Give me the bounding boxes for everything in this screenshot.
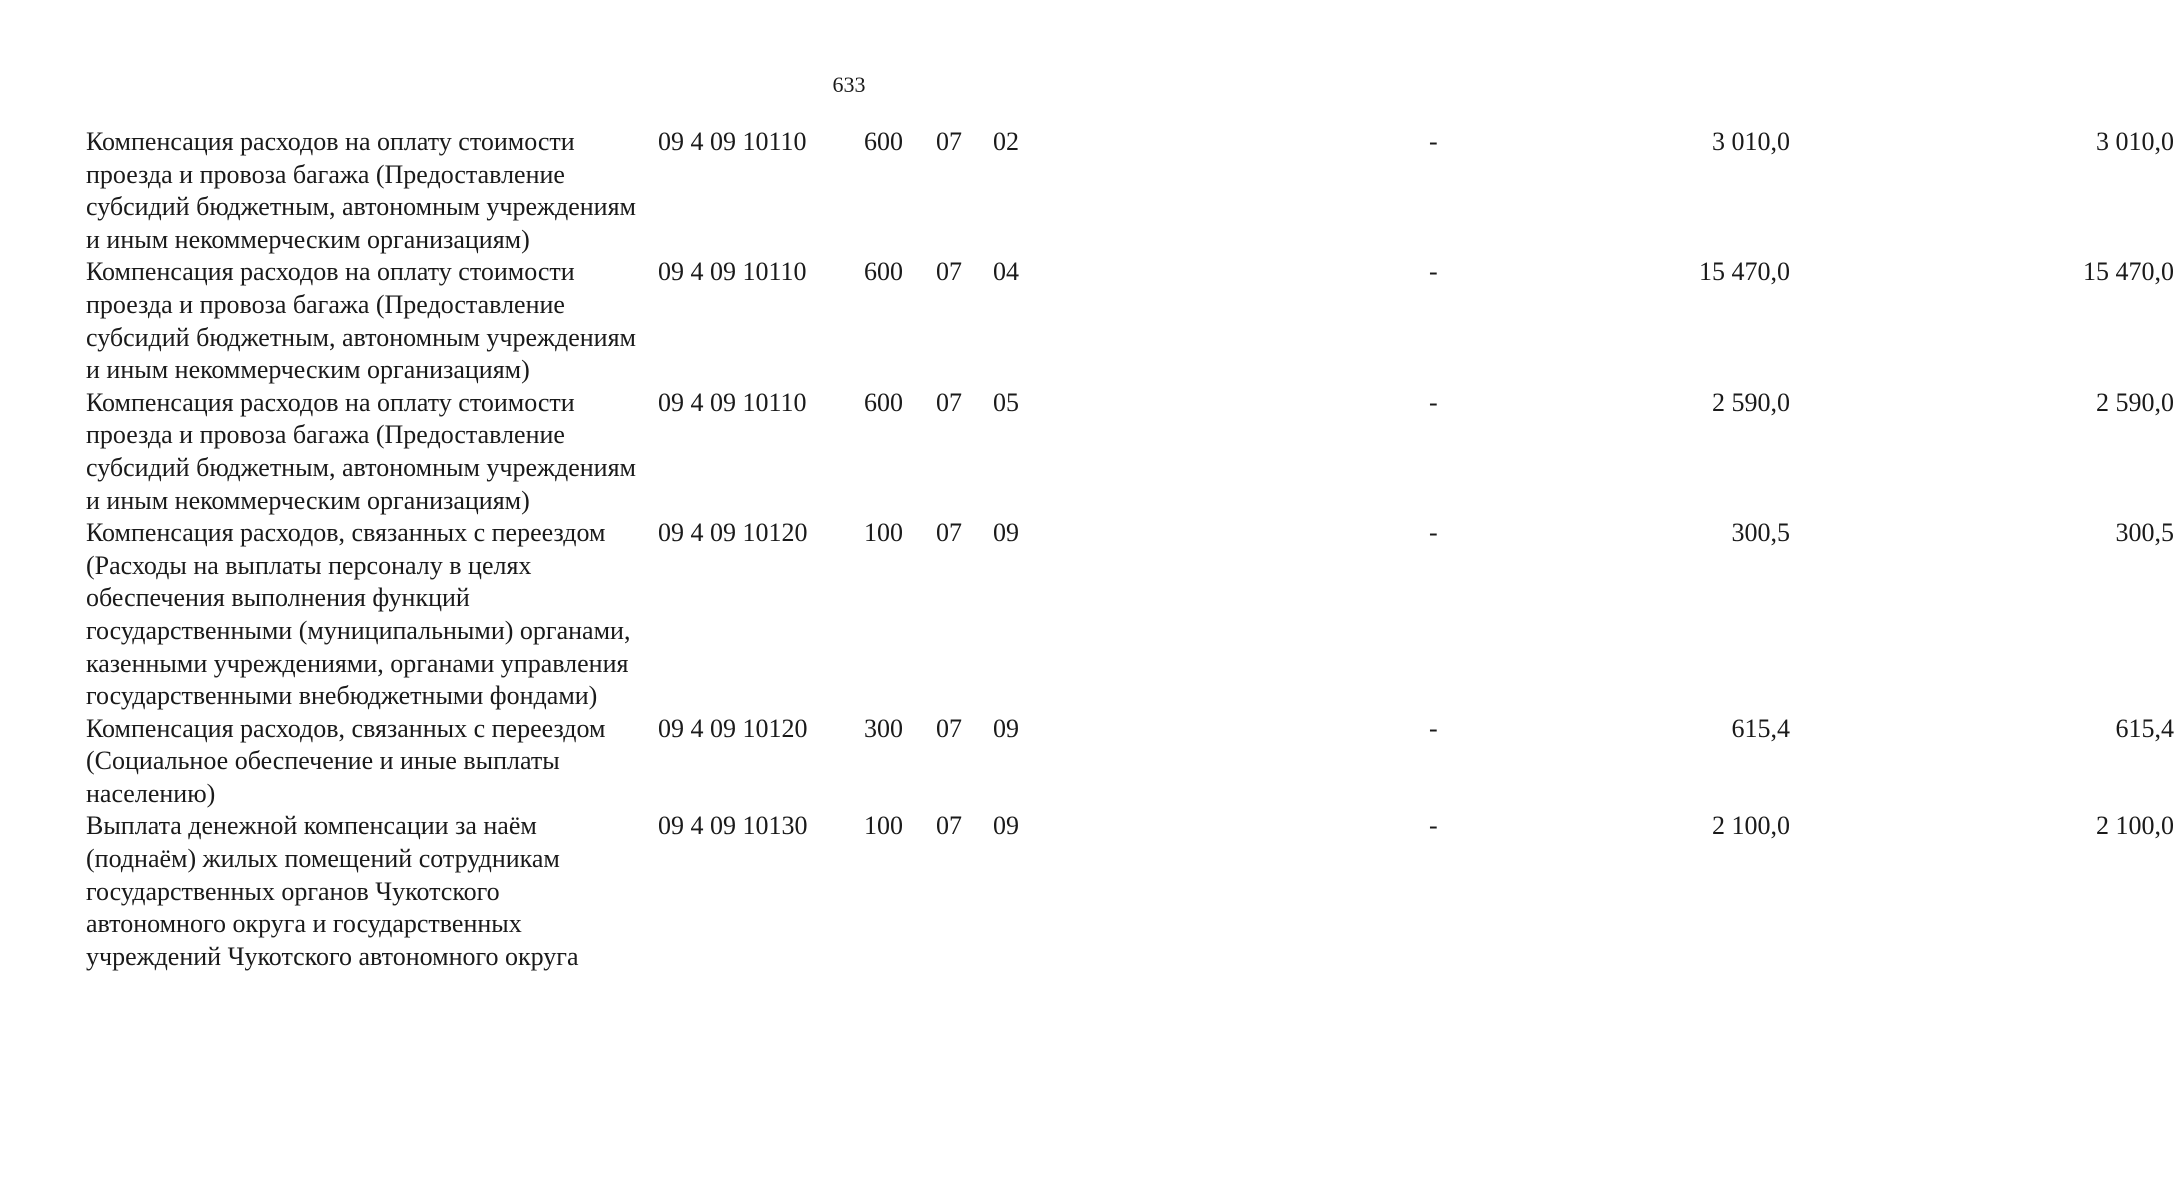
approved-amount: 2 100,0 — [1712, 811, 1790, 841]
section-code: 07 — [936, 713, 962, 743]
approved-amount: 300,5 — [1731, 518, 1790, 548]
expense-name: Компенсация расходов на оплату стоимости проезда и провоза багажа (Предоставление субсидий бюджетным, автономным учреждениям и иным некоммерческим организациям) — [86, 127, 636, 254]
total-amount: 15 470,0 — [2083, 257, 2174, 287]
target-article-code: 09 4 09 10130 — [658, 811, 808, 841]
change-amount: - — [1429, 713, 1438, 743]
section-code: 07 — [936, 257, 962, 287]
approved-amount: 3 010,0 — [1712, 127, 1790, 156]
target-article-code: 09 4 09 10110 — [658, 127, 807, 156]
table-row — [86, 517, 2174, 713]
table-row — [86, 256, 2174, 386]
approved-amount: 615,4 — [1731, 713, 1790, 743]
target-article-code: 09 4 09 10120 — [658, 518, 808, 548]
expense-type-code: 600 — [864, 127, 903, 156]
total-amount: 615,4 — [2115, 713, 2174, 743]
expense-name: Компенсация расходов, связанных с переездом (Социальное обеспечение и иные выплаты населению) — [86, 713, 606, 808]
budget-table — [86, 126, 2174, 973]
target-article-code: 09 4 09 10120 — [658, 713, 808, 743]
total-amount: 300,5 — [2115, 518, 2174, 548]
expense-type-code: 300 — [864, 713, 903, 743]
table-row — [86, 713, 2174, 811]
total-amount: 3 010,0 — [2096, 127, 2174, 156]
change-amount: - — [1429, 127, 1438, 156]
subsection-code: 02 — [993, 127, 1019, 156]
total-amount: 2 590,0 — [2096, 387, 2174, 417]
table-row — [86, 387, 2174, 517]
subsection-code: 04 — [993, 257, 1019, 287]
change-amount: - — [1429, 257, 1438, 287]
section-code: 07 — [936, 127, 962, 156]
subsection-code: 05 — [993, 387, 1019, 417]
target-article-code: 09 4 09 10110 — [658, 387, 807, 417]
expense-type-code: 600 — [864, 257, 903, 287]
expense-name: Компенсация расходов, связанных с переездом (Расходы на выплаты персоналу в целях обеспечения выполнения функций государственными (муниципальными) органами, казенными учреждениями, органами управления государственными внебюджетными фондами) — [86, 518, 631, 711]
expense-type-code: 100 — [864, 811, 903, 841]
section-code: 07 — [936, 518, 962, 548]
expense-type-code: 600 — [864, 387, 903, 417]
change-amount: - — [1429, 811, 1438, 841]
section-code: 07 — [936, 387, 962, 417]
total-amount: 2 100,0 — [2096, 811, 2174, 841]
approved-amount: 15 470,0 — [1699, 257, 1790, 287]
page-number: 633 — [832, 72, 866, 97]
target-article-code: 09 4 09 10110 — [658, 257, 807, 287]
expense-type-code: 100 — [864, 518, 903, 548]
table-row — [86, 810, 2174, 973]
expense-name: Выплата денежной компенсации за наём (поднаём) жилых помещений сотрудникам государственных органов Чукотского автономного округа и государственных учреждений Чукотского автономного округа — [86, 811, 579, 971]
expense-name: Компенсация расходов на оплату стоимости проезда и провоза багажа (Предоставление субсидий бюджетным, автономным учреждениям и иным некоммерческим организациям) — [86, 257, 636, 385]
change-amount: - — [1429, 387, 1438, 417]
expense-name: Компенсация расходов на оплату стоимости проезда и провоза багажа (Предоставление субсидий бюджетным, автономным учреждениям и иным некоммерческим организациям) — [86, 387, 636, 515]
subsection-code: 09 — [993, 713, 1019, 743]
change-amount: - — [1429, 518, 1438, 548]
subsection-code: 09 — [993, 811, 1019, 841]
section-code: 07 — [936, 811, 962, 841]
table-row — [86, 126, 2174, 256]
subsection-code: 09 — [993, 518, 1019, 548]
approved-amount: 2 590,0 — [1712, 387, 1790, 417]
